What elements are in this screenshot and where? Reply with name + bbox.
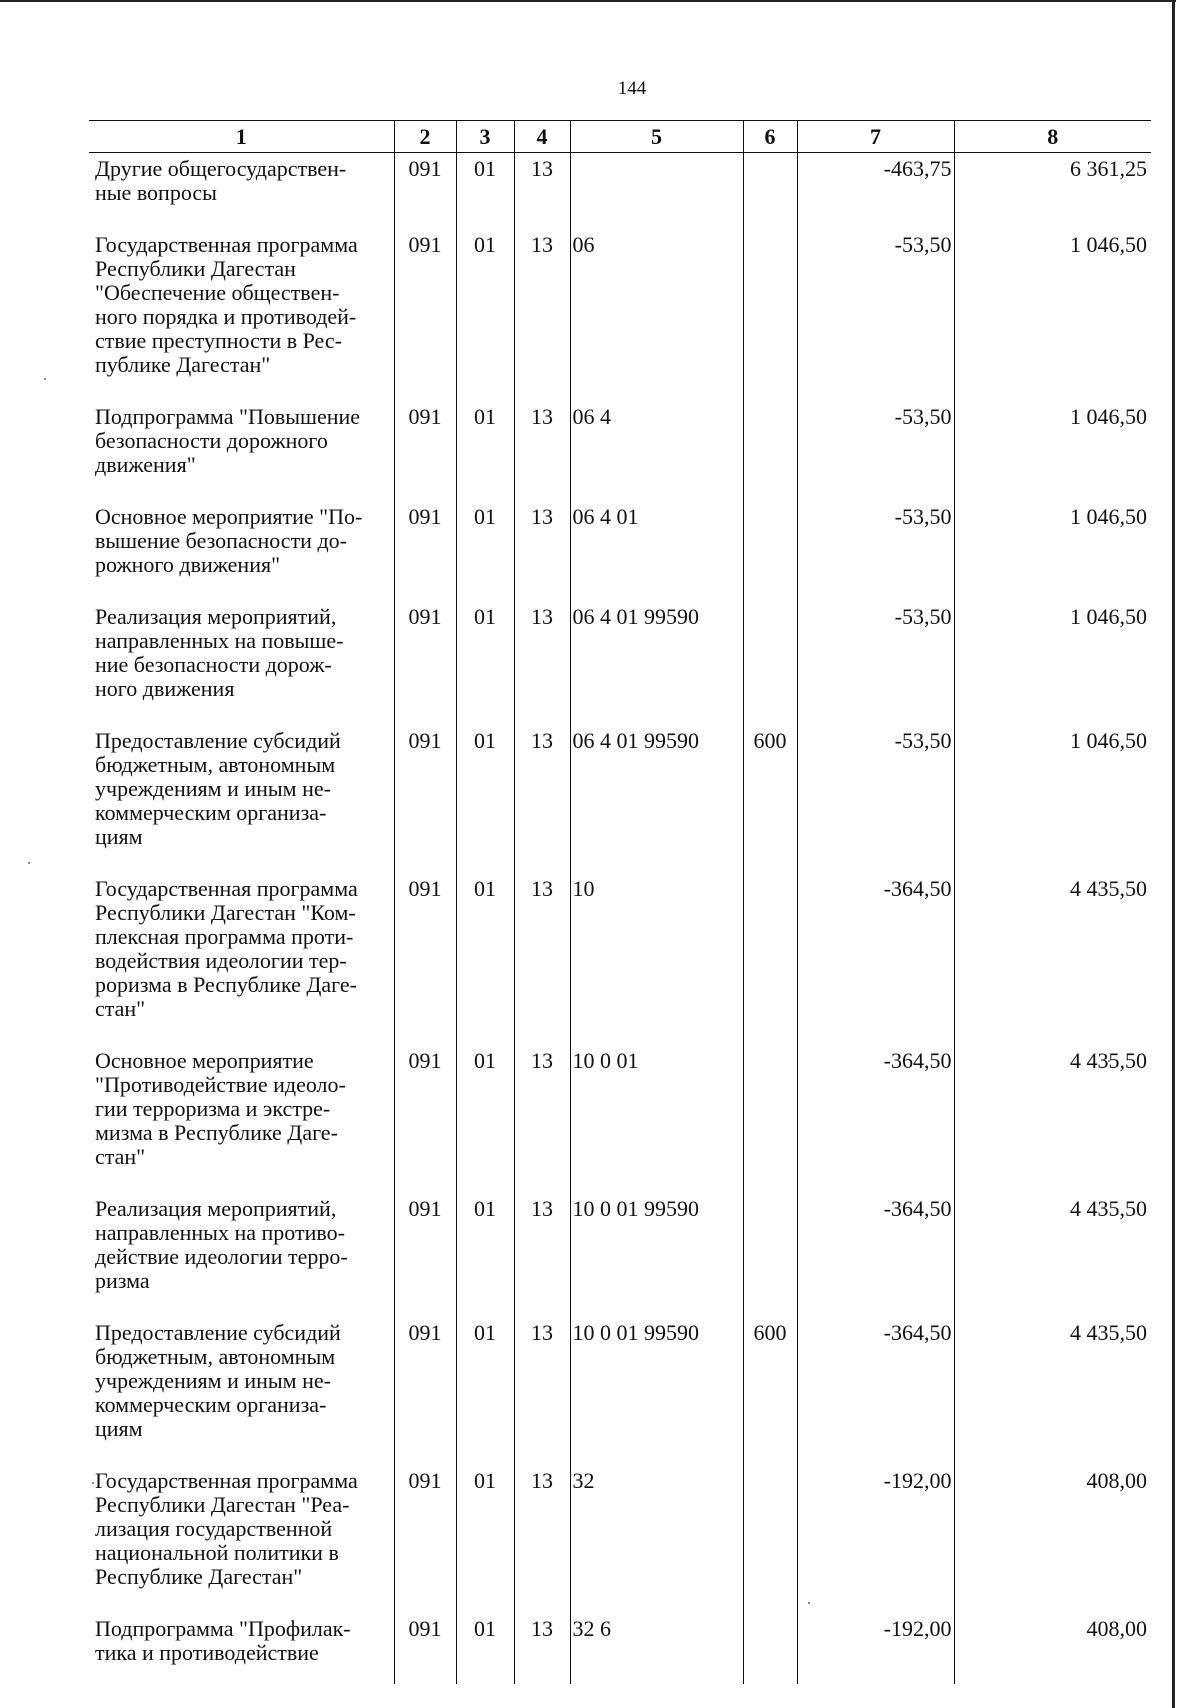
- total-amount: 1 046,50: [954, 496, 1151, 596]
- change-amount: -192,00: [797, 1608, 954, 1684]
- code-ministry: 091: [394, 1312, 456, 1460]
- total-amount: 4 435,50: [954, 1312, 1151, 1460]
- table-row: [89, 1608, 1151, 1684]
- change-amount: -364,50: [797, 1040, 954, 1188]
- code-target-article: 06 4: [570, 396, 743, 496]
- total-amount: 1 046,50: [954, 224, 1151, 396]
- table-header-row: [89, 121, 1151, 153]
- code-subsection: 13: [514, 396, 570, 496]
- code-expense-type: [743, 1460, 797, 1608]
- code-section: 01: [456, 720, 514, 868]
- code-ministry: 091: [394, 1608, 456, 1684]
- code-target-article: 10 0 01 99590: [570, 1312, 743, 1460]
- budget-table: [89, 120, 1151, 1684]
- scan-border-top: [0, 0, 1176, 2]
- change-amount: -364,50: [797, 1312, 954, 1460]
- code-subsection: 13: [514, 153, 570, 225]
- table-row: [89, 1460, 1151, 1608]
- code-target-article: 10 0 01 99590: [570, 1188, 743, 1312]
- scan-speck: [28, 862, 30, 864]
- code-subsection: 13: [514, 496, 570, 596]
- table-row: [89, 396, 1151, 496]
- table-row: [89, 1312, 1151, 1460]
- page-number: 144: [617, 78, 647, 99]
- change-amount: -192,00: [797, 1460, 954, 1608]
- total-amount: 408,00: [954, 1608, 1151, 1684]
- scan-border-right: [1172, 0, 1175, 1708]
- total-amount: 1 046,50: [954, 720, 1151, 868]
- total-amount: 1 046,50: [954, 396, 1151, 496]
- code-target-article: 32 6: [570, 1608, 743, 1684]
- code-target-article: 10: [570, 868, 743, 1040]
- row-name: Государственная программа Республики Дагестан "Обеспечение обществен- ного порядка и противодей- ствие преступности в Рес- публике Дагестан": [95, 232, 358, 377]
- code-section: 01: [456, 1608, 514, 1684]
- code-ministry: 091: [394, 496, 456, 596]
- row-name: Другие общегосударствен- ные вопросы: [95, 156, 347, 205]
- table-row: [89, 1040, 1151, 1188]
- total-amount: 408,00: [954, 1460, 1151, 1608]
- total-amount: 4 435,50: [954, 1040, 1151, 1188]
- code-expense-type: [743, 396, 797, 496]
- code-ministry: 091: [394, 720, 456, 868]
- column-header: 7: [797, 121, 954, 153]
- row-name: Предоставление субсидий бюджетным, автономным учреждениям и иным не- коммерческим организа- циям: [95, 728, 341, 849]
- table-row: [89, 1188, 1151, 1312]
- column-header: 3: [456, 121, 514, 153]
- table-row: [89, 496, 1151, 596]
- code-subsection: 13: [514, 868, 570, 1040]
- code-target-article: [570, 153, 743, 225]
- code-subsection: 13: [514, 596, 570, 720]
- code-expense-type: [743, 596, 797, 720]
- row-name: Реализация мероприятий, направленных на противо- действие идеологии терро- ризма: [95, 1196, 348, 1293]
- table-body: [89, 153, 1151, 1685]
- code-subsection: 13: [514, 1312, 570, 1460]
- row-name: Государственная программа Республики Дагестан "Ком- плексная программа проти- водействия идеологии тер- роризма в Республике Даге- стан": [95, 876, 358, 1021]
- code-ministry: 091: [394, 868, 456, 1040]
- column-header: 2: [394, 121, 456, 153]
- code-ministry: 091: [394, 153, 456, 225]
- code-target-article: 06: [570, 224, 743, 396]
- code-section: 01: [456, 1460, 514, 1608]
- column-header: 4: [514, 121, 570, 153]
- code-section: 01: [456, 868, 514, 1040]
- code-expense-type: [743, 868, 797, 1040]
- row-name: Основное мероприятие "По- вышение безопасности до- рожного движения": [95, 504, 363, 577]
- code-subsection: 13: [514, 1188, 570, 1312]
- row-name: Реализация мероприятий, направленных на повыше- ние безопасности дорож- ного движения: [95, 604, 344, 701]
- code-expense-type: [743, 1040, 797, 1188]
- table-row: [89, 224, 1151, 396]
- code-expense-type: [743, 496, 797, 596]
- row-name: Основное мероприятие "Противодействие идеоло- гии терроризма и экстре- мизма в Республике Даге- стан": [95, 1048, 346, 1169]
- code-expense-type: [743, 1188, 797, 1312]
- code-expense-type: 600: [743, 720, 797, 868]
- row-name: Подпрограмма "Повышение безопасности дорожного движения": [95, 404, 361, 477]
- code-ministry: 091: [394, 1188, 456, 1312]
- code-target-article: 06 4 01: [570, 496, 743, 596]
- row-name: Государственная программа Республики Дагестан "Реа- лизация государственной национальной политики в Республике Дагестан": [95, 1468, 358, 1589]
- column-header: 6: [743, 121, 797, 153]
- row-name: Подпрограмма "Профилак- тика и противодействие: [95, 1616, 351, 1665]
- code-subsection: 13: [514, 224, 570, 396]
- code-expense-type: [743, 224, 797, 396]
- change-amount: -53,50: [797, 720, 954, 868]
- code-section: 01: [456, 1040, 514, 1188]
- code-section: 01: [456, 596, 514, 720]
- code-section: 01: [456, 1312, 514, 1460]
- table-row: [89, 596, 1151, 720]
- row-name: Предоставление субсидий бюджетным, автономным учреждениям и иным не- коммерческим организа- циям: [95, 1320, 341, 1441]
- code-section: 01: [456, 496, 514, 596]
- column-header: 1: [89, 121, 394, 153]
- code-subsection: 13: [514, 1608, 570, 1684]
- code-section: 01: [456, 224, 514, 396]
- code-ministry: 091: [394, 1040, 456, 1188]
- total-amount: 1 046,50: [954, 596, 1151, 720]
- total-amount: 6 361,25: [954, 153, 1151, 225]
- table-row: [89, 720, 1151, 868]
- change-amount: -463,75: [797, 153, 954, 225]
- code-expense-type: [743, 1608, 797, 1684]
- total-amount: 4 435,50: [954, 1188, 1151, 1312]
- code-expense-type: [743, 153, 797, 225]
- code-ministry: 091: [394, 224, 456, 396]
- change-amount: -53,50: [797, 496, 954, 596]
- total-amount: 4 435,50: [954, 868, 1151, 1040]
- code-target-article: 32: [570, 1460, 743, 1608]
- code-section: 01: [456, 396, 514, 496]
- code-subsection: 13: [514, 1040, 570, 1188]
- table-row: [89, 868, 1151, 1040]
- code-ministry: 091: [394, 396, 456, 496]
- column-header: 8: [954, 121, 1151, 153]
- change-amount: -364,50: [797, 1188, 954, 1312]
- code-ministry: 091: [394, 1460, 456, 1608]
- code-expense-type: 600: [743, 1312, 797, 1460]
- code-target-article: 10 0 01: [570, 1040, 743, 1188]
- change-amount: -364,50: [797, 868, 954, 1040]
- scan-speck: [44, 378, 46, 380]
- code-ministry: 091: [394, 596, 456, 720]
- change-amount: -53,50: [797, 396, 954, 496]
- code-subsection: 13: [514, 1460, 570, 1608]
- code-target-article: 06 4 01 99590: [570, 720, 743, 868]
- code-target-article: 06 4 01 99590: [570, 596, 743, 720]
- table-row: [89, 153, 1151, 225]
- change-amount: -53,50: [797, 596, 954, 720]
- code-section: 01: [456, 1188, 514, 1312]
- change-amount: -53,50: [797, 224, 954, 396]
- code-subsection: 13: [514, 720, 570, 868]
- code-section: 01: [456, 153, 514, 225]
- column-header: 5: [570, 121, 743, 153]
